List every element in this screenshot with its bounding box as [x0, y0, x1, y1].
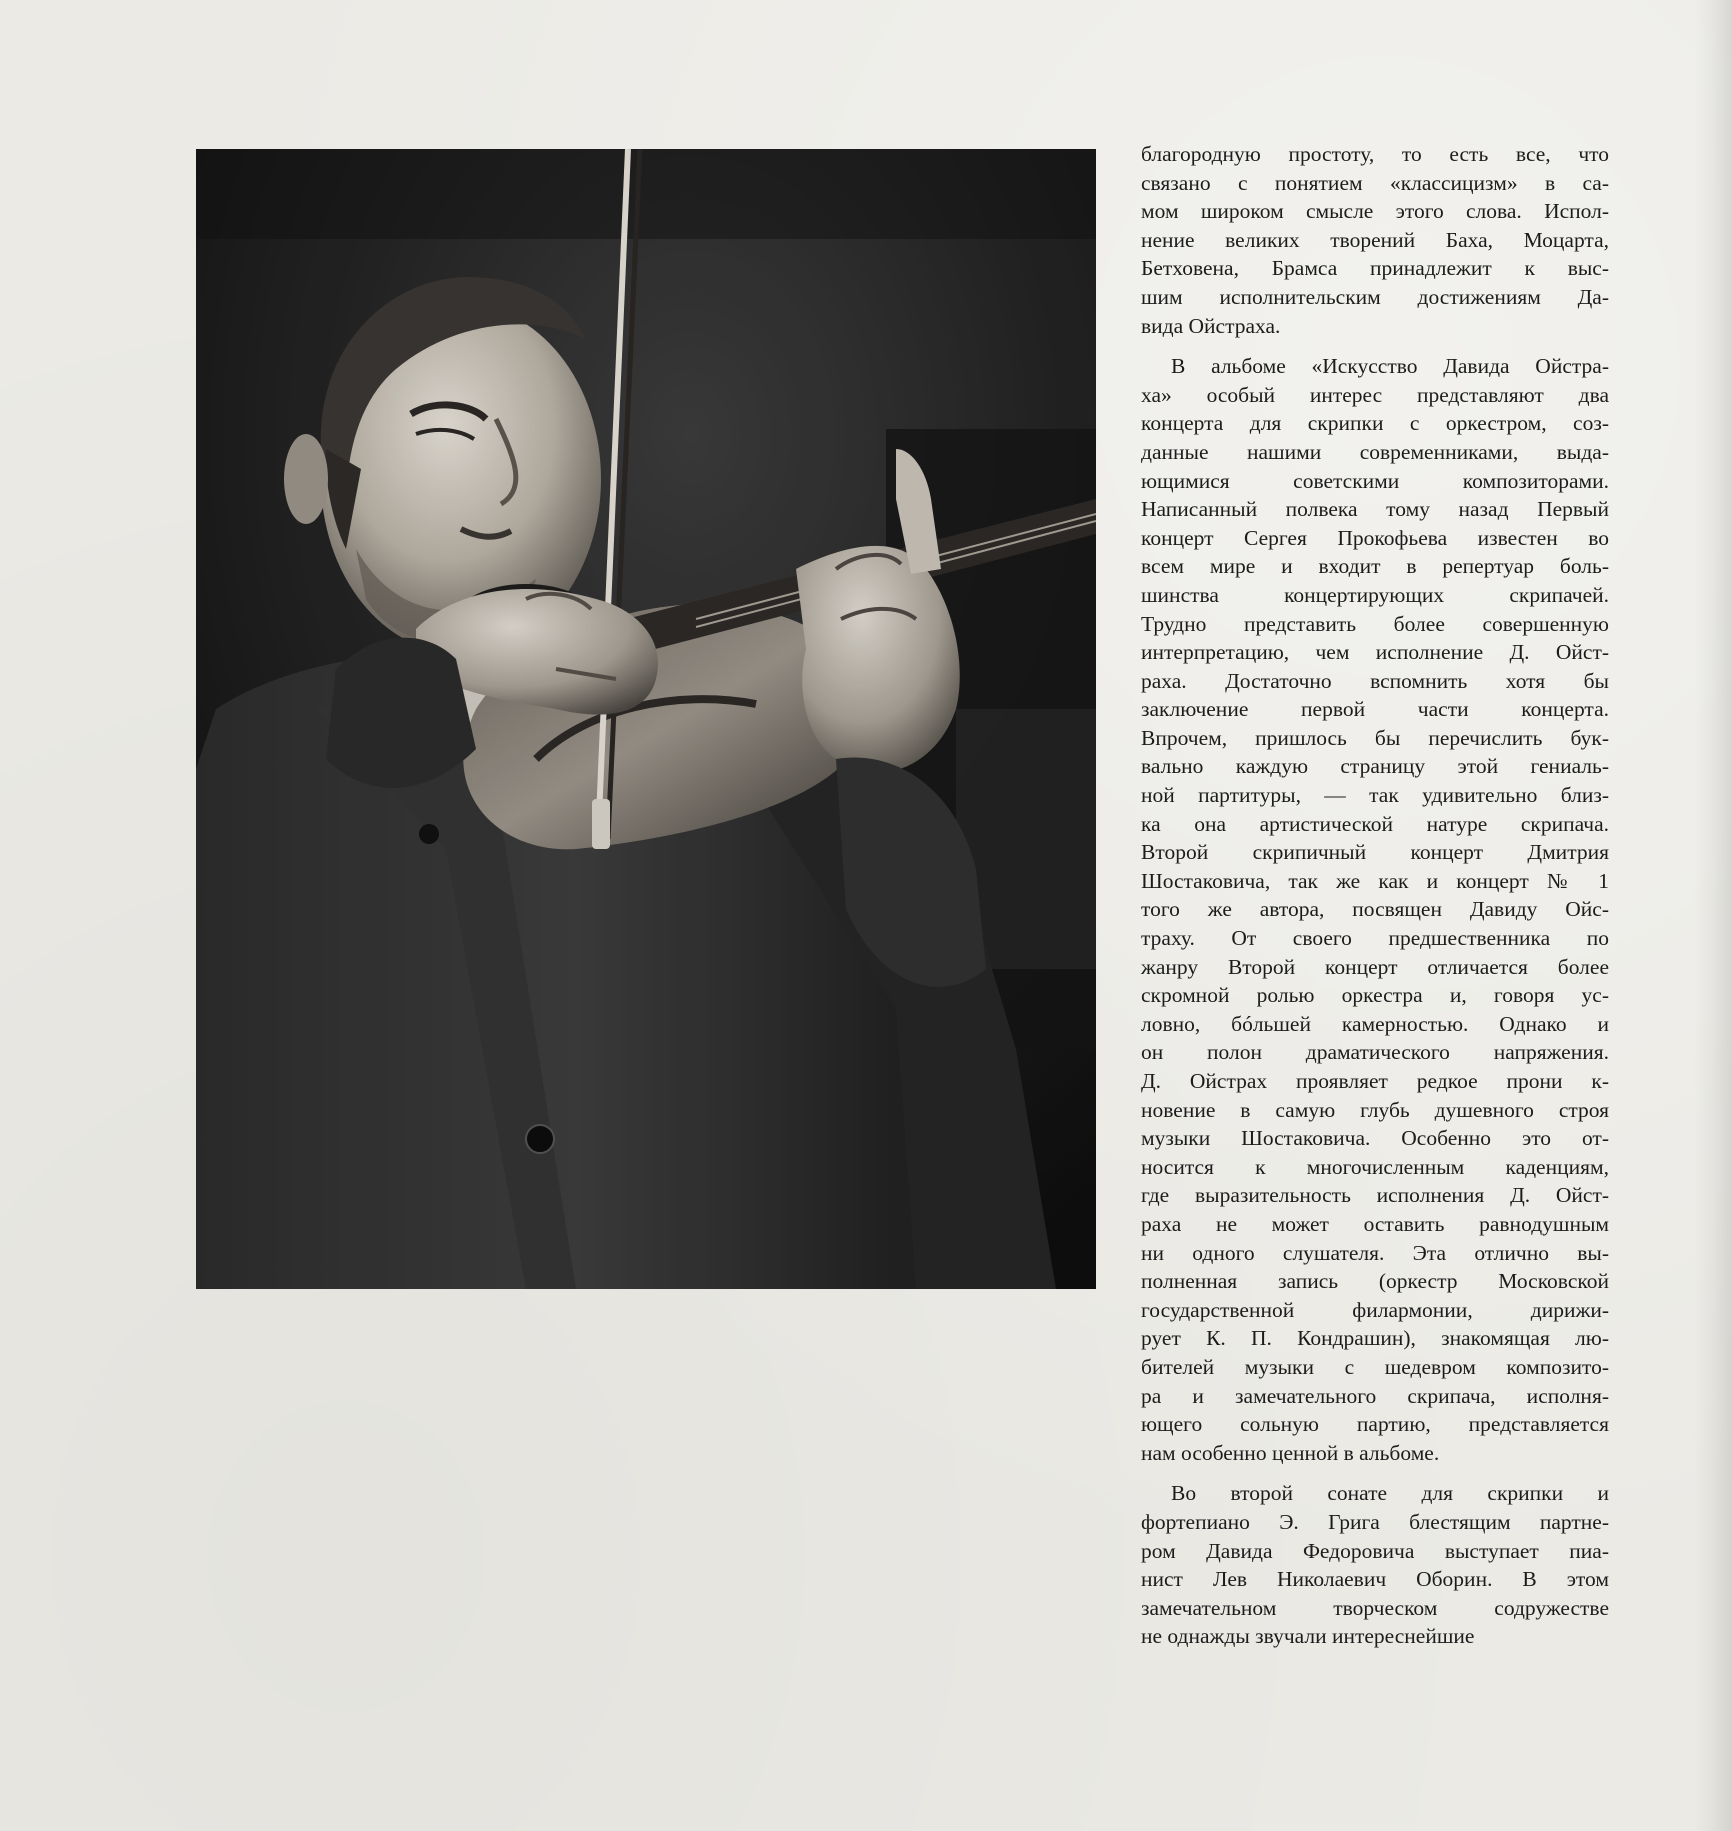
text-line: не однажды звучали интереснейшие	[1141, 1624, 1475, 1649]
text-line: вально каждую страницу этой гениаль-	[1141, 754, 1609, 779]
text-line: Второй скрипичный концерт Дмитрия	[1141, 840, 1609, 865]
article-paragraph	[1141, 140, 1609, 340]
article-paragraph	[1141, 1479, 1609, 1651]
text-line: интерпретацию, чем исполнение Д. Ойст-	[1141, 640, 1609, 665]
text-line: концерт Сергея Прокофьева известен во	[1141, 525, 1609, 550]
text-line: нение великих творений Баха, Моцарта,	[1141, 227, 1609, 252]
article-paragraph	[1141, 352, 1609, 1467]
text-line: где выразительность исполнения Д. Ойст-	[1141, 1183, 1609, 1208]
text-line: Шостаковича, так же как и концерт № 1	[1141, 868, 1609, 893]
text-line: благородную простоту, то есть все, что	[1141, 142, 1609, 166]
text-line: шинства концертирующих скрипачей.	[1141, 582, 1609, 607]
text-line: фортепиано Э. Грига блестящим партне-	[1141, 1509, 1609, 1534]
text-line: ка она артистической натуре скрипача.	[1141, 811, 1609, 836]
text-line: того же автора, посвящен Давиду Ойс-	[1141, 897, 1609, 922]
text-line: связано с понятием «классицизм» в са-	[1141, 170, 1609, 195]
text-line: заключение первой части концерта.	[1141, 697, 1609, 722]
text-line: Бетховена, Брамса принадлежит к выс-	[1141, 256, 1609, 281]
text-line: новение в самую глубь душевного строя	[1141, 1097, 1609, 1122]
text-line: ющего сольную партию, представляется	[1141, 1412, 1609, 1437]
text-line: ром Давида Федоровича выступает пиа-	[1141, 1538, 1609, 1563]
text-line: ющимися советскими композиторами.	[1141, 468, 1609, 493]
text-line: раха. Достаточно вспомнить хотя бы	[1141, 668, 1609, 693]
text-line: нам особенно ценной в альбоме.	[1141, 1440, 1440, 1465]
text-line: бителей музыки с шедевром композито-	[1141, 1354, 1609, 1379]
text-line: полненная запись (оркестр Московской	[1141, 1269, 1609, 1294]
text-line: ра и замечательного скрипача, исполня-	[1141, 1383, 1609, 1408]
text-line: раха не может оставить равнодушным	[1141, 1211, 1609, 1236]
article-text-column	[1141, 140, 1609, 1660]
text-line: нист Лев Николаевич Оборин. В этом	[1141, 1567, 1609, 1592]
text-line: вида Ойстраха.	[1141, 313, 1281, 338]
photograph-illustration	[196, 149, 1096, 1289]
text-line: Написанный полвека тому назад Первый	[1141, 497, 1609, 522]
text-line: государственной филармонии, дирижи-	[1141, 1297, 1609, 1322]
text-line: шим исполнительским достижениям Да-	[1141, 284, 1609, 309]
text-line: носится к многочисленным каденциям,	[1141, 1154, 1609, 1179]
text-line: В альбоме «Искусство Давида Ойстра-	[1171, 354, 1609, 379]
text-line: ха» особый интерес представляют два	[1141, 382, 1609, 407]
text-line: рует К. П. Кондрашин), знакомящая лю-	[1141, 1326, 1609, 1351]
text-line: мом широком смысле этого слова. Испол-	[1141, 199, 1609, 224]
text-line: траху. От своего предшественника по	[1141, 926, 1609, 951]
text-line: ни одного слушателя. Эта отлично вы-	[1141, 1240, 1609, 1265]
text-line: Впрочем, пришлось бы перечислить бук-	[1141, 725, 1609, 750]
text-line: концерта для скрипки с оркестром, соз-	[1141, 411, 1609, 436]
text-line: данные нашими современниками, выда-	[1141, 439, 1609, 464]
text-line: ловно, бóльшей камерностью. Однако и	[1141, 1011, 1609, 1036]
page-edge-shadow	[1694, 0, 1732, 1831]
text-line: замечательном творческом содружестве	[1141, 1595, 1609, 1620]
text-line: жанру Второй концерт отличается более	[1141, 954, 1609, 979]
text-line: музыки Шостаковича. Особенно это от-	[1141, 1126, 1609, 1151]
text-line: скромной ролью оркестра и, говоря ус-	[1141, 983, 1609, 1008]
text-line: всем мире и входит в репертуар боль-	[1141, 554, 1609, 579]
text-line: Д. Ойстрах проявляет редкое прони к-	[1141, 1069, 1609, 1093]
text-line: Во второй сонате для скрипки и	[1171, 1481, 1609, 1506]
violinist-photograph	[196, 149, 1096, 1289]
text-line: Трудно представить более совершенную	[1141, 611, 1609, 636]
text-line: ной партитуры, — так удивительно близ-	[1141, 783, 1609, 808]
text-line: он полон драматического напряжения.	[1141, 1040, 1609, 1065]
